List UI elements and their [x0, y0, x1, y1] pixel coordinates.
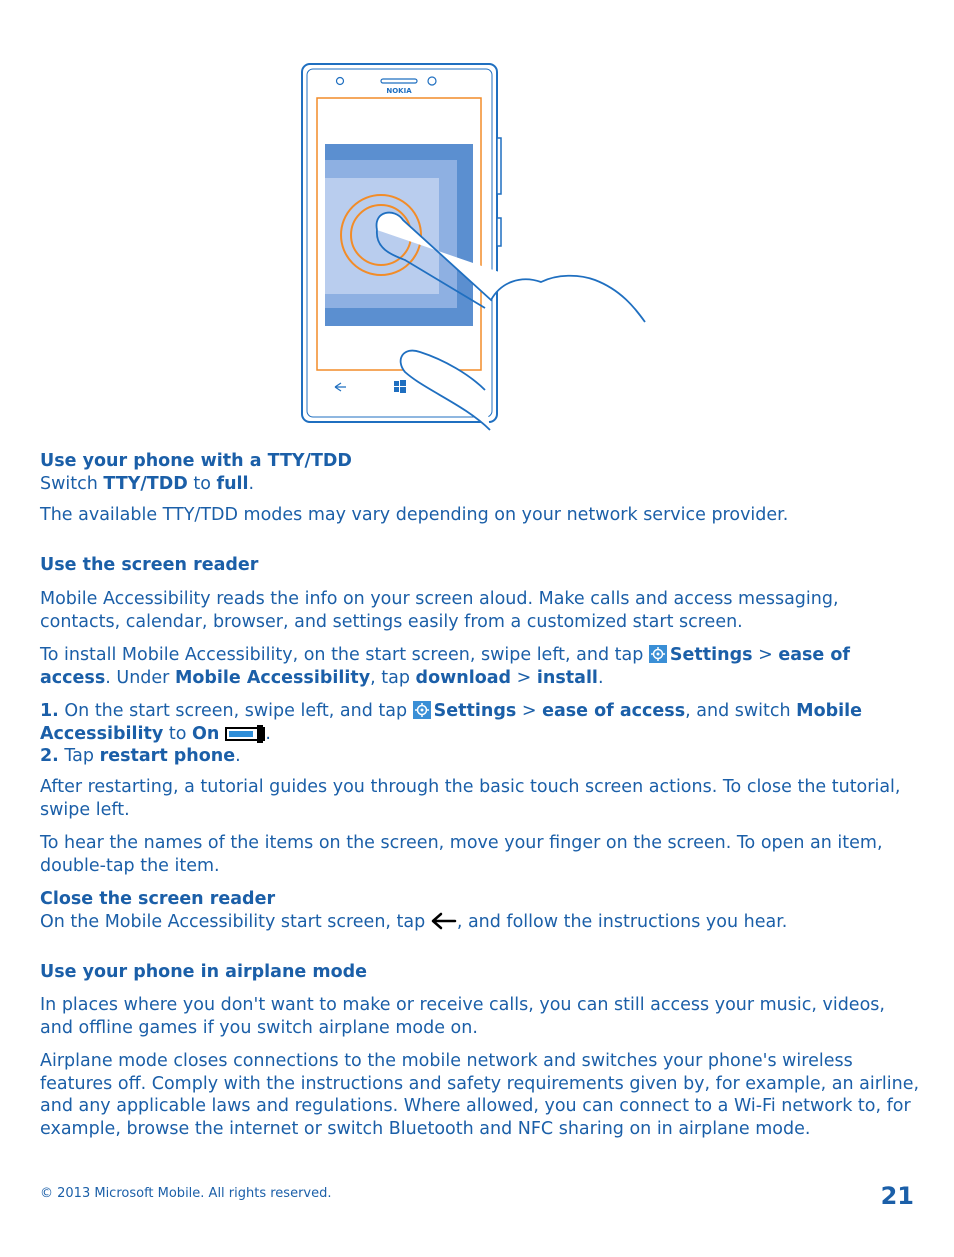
airplane-p2: Airplane mode closes connections to the mobile network and switches your phone's wireless features off. Comply with the instructions and safety requirements given by, for example, an airline, and any applicable laws and regulations. Where allowed, you can connect to a Wi-Fi network to, for example, browse the internet or switch Bluetooth and NFC sharing on in airplane mode.: [40, 1051, 920, 1139]
tty-section: [40, 450, 352, 495]
tty-instruction: Switch TTY/TDD to full.: [40, 473, 255, 494]
settings-icon: [413, 701, 431, 719]
reader-intro: Mobile Accessibility reads the info on your screen aloud. Make calls and access messaging, contacts, calendar, browser, and settings easily from a customized start screen.: [40, 589, 839, 632]
close-reader-section: [40, 888, 920, 936]
close-reader-heading: Close the screen reader: [40, 889, 276, 909]
step-2: 2. Tap restart phone.: [40, 746, 241, 766]
phone-illustration: [295, 60, 655, 435]
reader-after: After restarting, a tutorial guides you through the basic touch screen actions. To close the tutorial, swipe left.: [40, 777, 901, 820]
brand-logo: NOKIA: [386, 87, 412, 95]
airplane-p1: In places where you don't want to make or receive calls, you can still access your music, videos, and offline games if you switch airplane mode on.: [40, 995, 885, 1038]
reader-steps: [40, 700, 920, 768]
back-arrow-icon: [431, 912, 457, 937]
settings-icon: [649, 645, 667, 663]
close-reader-text: On the Mobile Accessibility start screen, tap , and follow the instructions you hear.: [40, 911, 920, 937]
toggle-on-icon: [225, 727, 265, 741]
airplane-heading: Use your phone in airplane mode: [40, 962, 368, 982]
copyright: © 2013 Microsoft Mobile. All rights reserved.: [40, 1186, 332, 1201]
reader-install: To install Mobile Accessibility, on the start screen, swipe left, and tap Settings > ease of access. Under Mobile Accessibility, tap download > install.: [40, 645, 851, 688]
page-number: 21: [880, 1182, 914, 1210]
step-1: 1. On the start screen, swipe left, and tap Settings > ease of access, and switch Mobile Accessibility to On .: [40, 701, 863, 744]
tty-note: The available TTY/TDD modes may vary depending on your network service provider.: [40, 505, 789, 525]
reader-hear: To hear the names of the items on the screen, move your finger on the screen. To open an item, double-tap the item.: [40, 833, 883, 876]
tty-heading: Use your phone with a TTY/TDD: [40, 451, 352, 471]
reader-heading: Use the screen reader: [40, 555, 259, 575]
